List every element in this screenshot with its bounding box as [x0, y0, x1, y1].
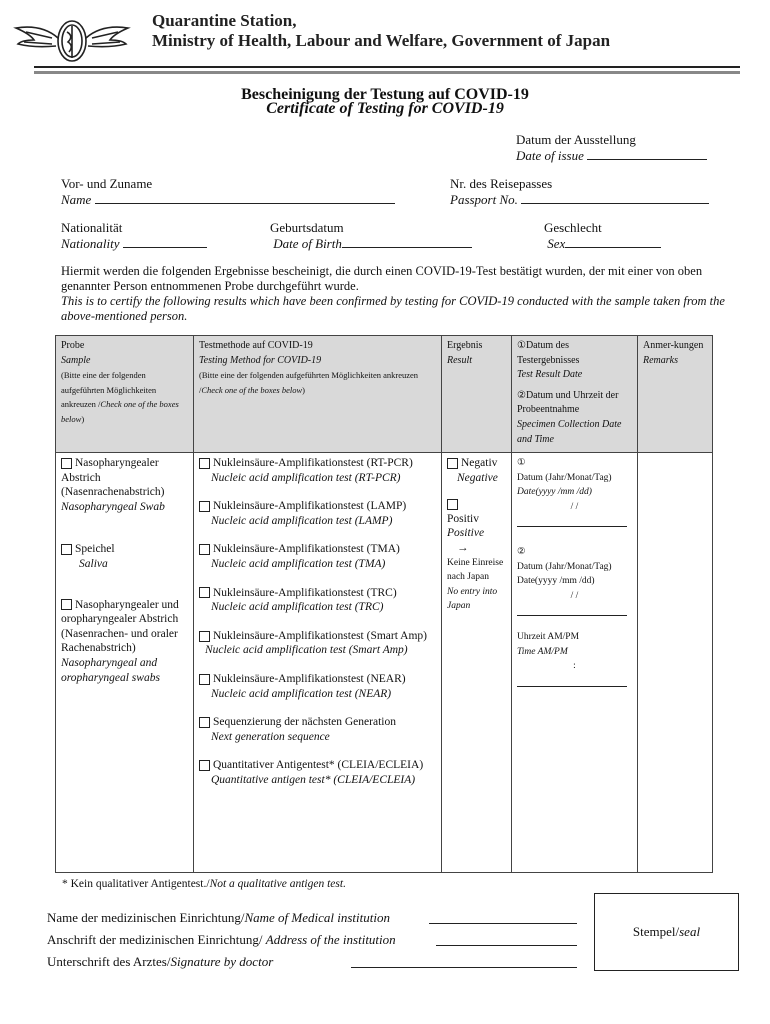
result-date-label-en: Date(yyyy /mm /dd) [517, 487, 592, 498]
checkbox[interactable] [61, 599, 72, 610]
footnote [62, 878, 346, 890]
institution-address-en: Address of the institution [265, 932, 396, 947]
method-header-note-en: Check one of the boxes below [201, 384, 303, 395]
dob-label-en: Date of Birth [273, 236, 342, 251]
method-label-en: Quantitative antigen test* (CLEIA/ECLEIA) [211, 773, 416, 786]
date-header [512, 336, 638, 453]
date-marker-2: ② [517, 546, 526, 557]
sample-header-note-close: ) [81, 413, 85, 424]
remarks-cell[interactable] [638, 453, 713, 873]
time-label-en: Time AM/PM [517, 646, 568, 657]
passport-label-en: Passport No. [450, 192, 518, 207]
sex-label-de: Geschlecht [544, 220, 602, 235]
sample-label-en: Saliva [79, 557, 108, 570]
dob-field[interactable] [270, 220, 472, 251]
method-label-de: Nukleinsäure-Amplifikationstest (RT-PCR) [213, 457, 413, 469]
result-negative-option[interactable] [447, 456, 506, 485]
institution-address-de: Anschrift der medizinischen Einrichtung/ [47, 932, 266, 947]
issue-date-label-en: Date of issue [516, 148, 584, 163]
certificate-title-de: Bescheinigung der Testung auf COVID-19 [241, 86, 529, 103]
nationality-label-de: Nationalität [61, 220, 123, 235]
date-header-en1: Test Result Date [517, 369, 583, 381]
institution-address-line[interactable] [436, 945, 577, 946]
sample-header [56, 336, 194, 453]
checkbox[interactable] [61, 544, 72, 555]
checkbox[interactable] [61, 458, 72, 469]
nationality-label-en: Nationality [61, 236, 120, 251]
method-label-en: Nucleic acid amplification test (RT-PCR) [211, 471, 401, 484]
ministry-emblem [12, 14, 132, 68]
sample-option-combined[interactable] [61, 598, 188, 686]
results-table [55, 335, 713, 873]
header-rule-shadow [34, 71, 740, 74]
method-label-de: Nukleinsäure-Amplifikationstest (TMA) [213, 543, 400, 556]
method-option[interactable] [199, 499, 436, 528]
method-label-en: Nucleic acid amplification test (TMA) [211, 557, 386, 570]
name-label-de: Vor- und Zuname [61, 176, 153, 191]
passport-label-de: Nr. des Reisepasses [450, 176, 553, 191]
header-rule [34, 66, 740, 68]
footnote-en: Not a qualitative antigen test. [209, 878, 346, 890]
method-option[interactable] [199, 456, 436, 485]
method-label-de: Nukleinsäure-Amplifikationstest (LAMP) [213, 500, 407, 513]
dob-label-de: Geburtsdatum [270, 220, 344, 235]
agency-line-1: Quarantine Station, [152, 11, 297, 30]
method-option[interactable] [199, 542, 436, 571]
method-option[interactable] [199, 758, 436, 787]
checkbox[interactable] [199, 544, 210, 555]
method-label-de: Nukleinsäure-Amplifikationstest (Smart Amp) [213, 629, 427, 642]
issue-date-label-de: Datum der Ausstellung [516, 132, 636, 147]
name-field[interactable] [61, 176, 395, 207]
checkbox[interactable] [199, 501, 210, 512]
sample-label-de: Nasopharyngealer und oropharyngealer Abstrich (Nasenrachen- und oraler Rachenabstrich) [61, 598, 179, 655]
table-header-row [56, 336, 713, 453]
collection-date-separators: / / [570, 590, 579, 601]
checkbox[interactable] [447, 458, 458, 469]
sample-label-de: Nasopharyngealer Abstrich (Nasenrachenabstrich) [61, 457, 165, 499]
signature-de: Unterschrift des Arztes/ [47, 954, 171, 969]
footnote-de: * Kein qualitativer Antigentest./ [62, 878, 210, 890]
result-cell [442, 453, 512, 873]
result-positive-de: Positiv [447, 512, 479, 525]
certificate-title-en: Certificate of Testing for COVID-19 [266, 100, 504, 117]
result-header-de: Ergebnis [447, 340, 483, 351]
method-label-en: Nucleic acid amplification test (TRC) [211, 601, 384, 614]
sample-header-note-en: Check one of the boxes below [61, 399, 179, 424]
result-positive-option[interactable] [447, 497, 506, 541]
result-positive-en: Positive [447, 527, 485, 540]
result-date-label-de: Datum (Jahr/Monat/Tag) [517, 472, 612, 483]
name-label-en: Name [61, 192, 92, 207]
signature-line[interactable] [351, 967, 577, 968]
sample-label-de: Speichel [75, 543, 115, 556]
issue-date-field[interactable] [516, 132, 707, 163]
method-header-de: Testmethode auf COVID-19 [199, 340, 313, 351]
collection-date-label-de: Datum (Jahr/Monat/Tag) [517, 561, 612, 572]
date-header-en2: Specimen Collection Date and Time [517, 418, 622, 445]
sample-option-nasopharyngeal[interactable] [61, 456, 188, 514]
sex-label-en: Sex [547, 236, 566, 251]
intro-paragraph [61, 264, 731, 324]
method-label-de: Nukleinsäure-Amplifikationstest (TRC) [213, 586, 397, 599]
sample-label-en: Nasopharyngeal Swab [61, 500, 165, 513]
sample-header-de: Probe [61, 340, 85, 351]
sample-option-saliva[interactable] [61, 542, 188, 571]
signature-en: Signature by doctor [170, 954, 274, 969]
name-line[interactable] [95, 191, 395, 204]
agency-header [152, 11, 610, 51]
intro-de: Hiermit werden die folgenden Ergebnisse bescheinigt, die durch einen COVID-19-Test bestätigt wurden, der mit einer von oben genannter Person entnommenen Probe durchgeführt wurde. [61, 264, 703, 293]
sample-cell [56, 453, 194, 873]
collection-date-line[interactable] [517, 603, 627, 616]
institution-name-row[interactable] [47, 910, 390, 926]
sample-label-en: Nasopharyngeal and oropharyngeal swabs [61, 656, 160, 684]
method-label-en: Nucleic acid amplification test (Smart Amp) [205, 644, 408, 657]
method-option[interactable] [199, 715, 436, 744]
method-label-en: Next generation sequence [211, 730, 330, 743]
method-header-note-close: ) [302, 384, 306, 395]
result-negative-en: Negative [457, 471, 498, 484]
method-option[interactable] [199, 629, 436, 658]
remarks-header [638, 336, 713, 453]
remarks-header-en: Remarks [643, 354, 678, 366]
date-cell [512, 453, 638, 873]
checkbox[interactable] [199, 760, 210, 771]
checkbox[interactable] [447, 499, 458, 510]
checkbox[interactable] [199, 631, 210, 642]
institution-name-de: Name der medizinischen Einrichtung/ [47, 910, 245, 925]
time-line[interactable] [517, 674, 627, 687]
arrow-right-icon: → [457, 541, 469, 554]
date-header-de2: ②Datum und Uhrzeit der Probeentnahme [517, 389, 619, 416]
no-entry-en: No entry into Japan [447, 586, 498, 612]
nationality-field[interactable] [61, 220, 207, 251]
institution-address-row[interactable] [47, 932, 396, 948]
collection-date-label-en: Date(yyyy /mm /dd) [517, 576, 595, 587]
passport-line[interactable] [521, 191, 709, 204]
agency-line-2: Ministry of Health, Labour and Welfare, Government of Japan [152, 31, 611, 50]
checkbox[interactable] [199, 674, 210, 685]
method-cell [194, 453, 442, 873]
passport-field[interactable] [450, 176, 709, 207]
signature-row[interactable] [47, 954, 273, 970]
institution-name-en: Name of Medical institution [244, 910, 390, 925]
table-body-row [56, 453, 713, 873]
method-label-en: Nucleic acid amplification test (NEAR) [211, 687, 392, 700]
no-entry-de: Keine Einreise nach Japan [447, 557, 504, 583]
checkbox[interactable] [199, 587, 210, 598]
result-header-en: Result [447, 354, 472, 366]
stamp-box[interactable] [594, 893, 739, 971]
stamp-label-de: Stempel/ [632, 924, 680, 939]
sample-header-en: Sample [61, 354, 91, 366]
institution-name-line[interactable] [429, 923, 577, 924]
dob-line[interactable] [342, 235, 472, 248]
result-date-line[interactable] [517, 514, 627, 527]
method-header [194, 336, 442, 453]
issue-date-line[interactable] [587, 147, 707, 160]
method-header-en: Testing Method for COVID-19 [199, 354, 322, 366]
method-option[interactable] [199, 672, 436, 701]
method-label-de: Sequenzierung der nächsten Generation [213, 716, 396, 729]
method-label-de: Nukleinsäure-Amplifikationstest (NEAR) [213, 672, 406, 685]
date-header-de1: ①Datum des Testergebnisses [517, 340, 580, 366]
nationality-line[interactable] [123, 235, 207, 248]
method-label-de: Quantitativer Antigentest* (CLEIA/ECLEIA) [213, 759, 424, 772]
sex-field[interactable] [544, 220, 661, 251]
remarks-header-de: Anmer-kungen [643, 340, 704, 351]
time-label-de: Uhrzeit AM/PM [517, 631, 580, 642]
intro-en: This is to certify the following results which have been confirmed by testing for COVID-19 conducted with the sample taken from the above-mentioned person. [61, 294, 725, 323]
method-option[interactable] [199, 586, 436, 615]
checkbox[interactable] [199, 717, 210, 728]
time-separator: : [573, 661, 576, 672]
sex-line[interactable] [565, 235, 661, 248]
date-marker-1: ① [517, 458, 526, 468]
stamp-label-en: seal [679, 924, 701, 939]
sample-header-note-de: (Bitte eine der folgenden aufgeführten Möglichkeiten ankreuzen / [61, 370, 157, 410]
method-header-note-de: (Bitte eine der folgenden aufgeführten Möglichkeiten ankreuzen / [199, 370, 419, 395]
result-header [442, 336, 512, 453]
checkbox[interactable] [199, 458, 210, 469]
result-date-separators: / / [570, 501, 579, 512]
result-negative-de: Negativ [461, 457, 498, 469]
method-label-en: Nucleic acid amplification test (LAMP) [211, 514, 393, 527]
